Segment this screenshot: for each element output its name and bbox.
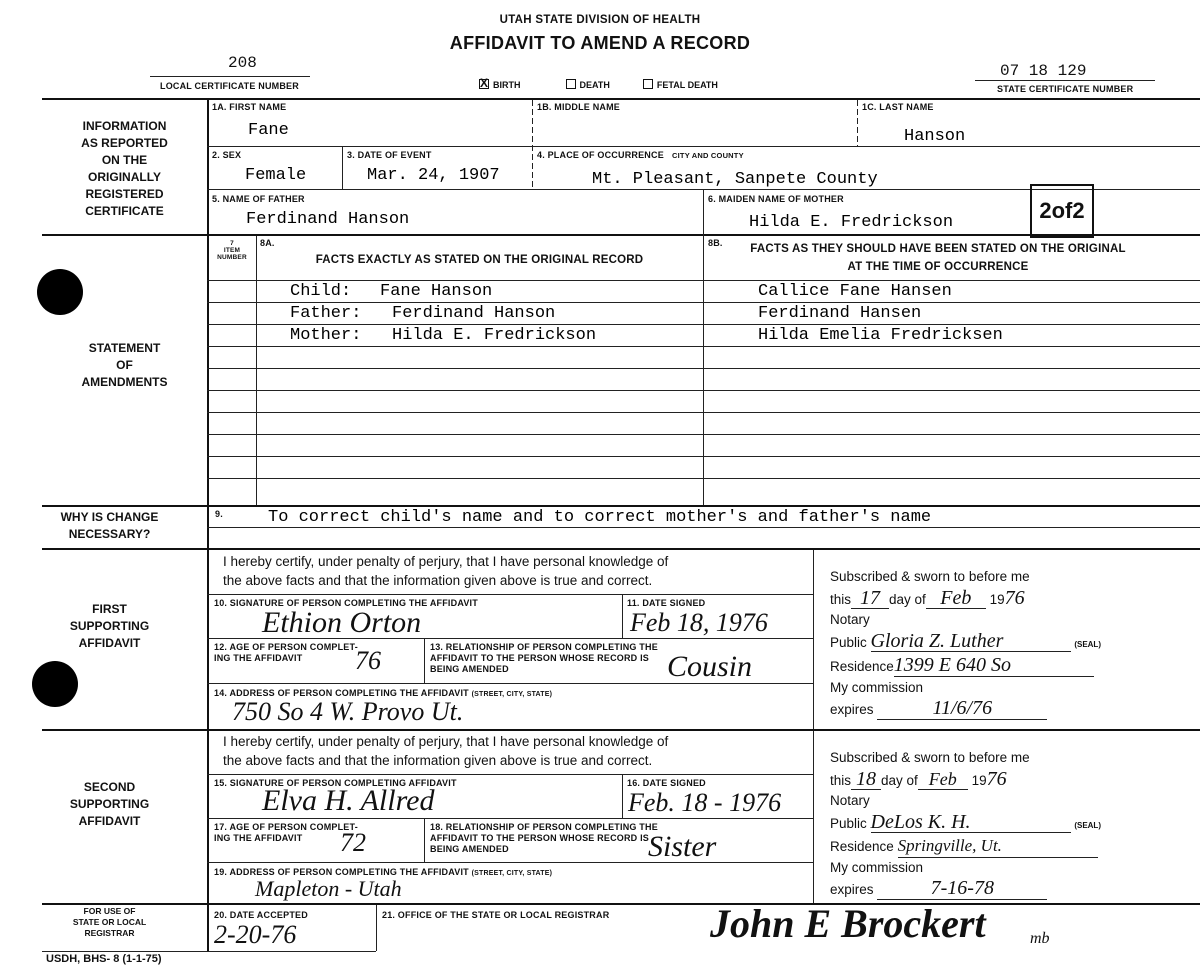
first-signature: Ethion Orton	[262, 606, 422, 639]
father-value: Ferdinand Hanson	[246, 210, 410, 229]
registrar-initials: mb	[1030, 930, 1050, 947]
agency-name: UTAH STATE DIVISION OF HEALTH	[499, 14, 701, 26]
local-cert-number: 208	[228, 54, 257, 72]
rule-second	[42, 729, 1200, 731]
amend-field-mother: Mother:	[290, 326, 362, 345]
first-addr-label: 14. ADDRESS OF PERSON COMPLETING THE AFFIDAVIT (STREET, CITY, STATE)	[214, 688, 553, 698]
rule-why	[42, 505, 1200, 507]
page-stamp: 2of2	[1030, 184, 1094, 238]
section-why: WHY IS CHANGE NECESSARY?	[60, 510, 159, 541]
rule-first	[42, 548, 1200, 550]
first-certify-text: I hereby certify, under penalty of perjury, that I have personal knowledge of the above facts and that the information given above is true and correct.	[223, 554, 669, 588]
place-label: 4. PLACE OF OCCURRENCE CITY AND COUNTY	[537, 150, 744, 160]
first-date-label: 11. DATE SIGNED	[627, 598, 706, 608]
first-sig-label: 10. SIGNATURE OF PERSON COMPLETING THE AFFIDAVIT	[214, 598, 478, 608]
second-certify-text: I hereby certify, under penalty of perjury, that I have personal knowledge of the above facts and that the information given above is true and correct.	[223, 734, 669, 768]
last-name-value: Hanson	[904, 127, 966, 146]
mother-value: Hilda E. Fredrickson	[749, 213, 954, 232]
second-sig-label: 15. SIGNATURE OF PERSON COMPLETING AFFIDAVIT	[214, 778, 457, 788]
section-statement: STATEMENT OF AMENDMENTS	[81, 341, 168, 389]
amend-field-child: Child:	[290, 282, 352, 301]
first-rel-label: 13. RELATIONSHIP OF PERSON COMPLETING THE AFFIDAVIT TO THE PERSON WHOSE RECORD IS BEING AMENDED	[430, 642, 658, 674]
death-checkbox[interactable]: DEATH	[566, 80, 610, 90]
section-registrar: FOR USE OF STATE OR LOCAL REGISTRAR	[72, 906, 147, 938]
left-column-divider	[207, 98, 209, 951]
sex-value: Female	[245, 166, 307, 185]
registrar-signature: John E Brockert	[710, 901, 986, 946]
first-age-label: 12. AGE OF PERSON COMPLET- ING THE AFFIDAVIT	[214, 642, 358, 663]
col-a-number: 8A.	[260, 238, 275, 248]
second-signature: Elva H. Allred	[262, 784, 435, 817]
amend-corrected-child: Callice Fane Hansen	[758, 282, 952, 301]
form-id: USDH, BHS- 8 (1-1-75)	[46, 953, 162, 965]
form-title: AFFIDAVIT TO AMEND A RECORD	[449, 33, 751, 53]
item-number-label: 7 ITEM NUMBER	[217, 240, 247, 261]
date-accepted-value: 2-20-76	[214, 920, 297, 949]
reason-text: To correct child's name and to correct mother's and father's name	[268, 508, 932, 527]
date-value: Mar. 24, 1907	[367, 166, 500, 185]
last-name-label: 1C. LAST NAME	[862, 102, 934, 112]
first-date-value: Feb 18, 1976	[630, 608, 768, 637]
reason-number: 9.	[215, 509, 223, 519]
col-a-title: FACTS EXACTLY AS STATED ON THE ORIGINAL RECORD	[315, 254, 644, 266]
state-cert-number: 07 18 129	[1000, 62, 1087, 80]
middle-name-label: 1B. MIDDLE NAME	[537, 102, 621, 112]
amend-corrected-mother: Hilda Emelia Fredricksen	[758, 326, 1003, 345]
state-cert-label: STATE CERTIFICATE NUMBER	[997, 84, 1134, 94]
second-age-value: 72	[340, 828, 366, 857]
section-second: SECOND SUPPORTING AFFIDAVIT	[69, 780, 150, 828]
date-label: 3. DATE OF EVENT	[347, 150, 432, 160]
top-rule	[42, 98, 1200, 100]
col-b-title: FACTS AS THEY SHOULD HAVE BEEN STATED ON THE ORIGINAL AT THE TIME OF OCCURRENCE	[750, 243, 1126, 273]
second-rel-label: 18. RELATIONSHIP OF PERSON COMPLETING THE AFFIDAVIT TO THE PERSON WHOSE RECORD IS BEING AMENDED	[430, 822, 658, 854]
mother-label: 6. MAIDEN NAME OF MOTHER	[708, 194, 844, 204]
second-addr-label: 19. ADDRESS OF PERSON COMPLETING THE AFFIDAVIT (STREET, CITY, STATE)	[214, 867, 553, 877]
rule-registrar	[42, 903, 1200, 905]
section-first: FIRST SUPPORTING AFFIDAVIT	[69, 602, 150, 650]
punch-hole-top	[37, 269, 83, 315]
birth-checkbox[interactable]: X BIRTH	[480, 76, 521, 90]
amend-corrected-father: Ferdinand Hansen	[758, 304, 922, 323]
col-b-number: 8B.	[708, 238, 723, 248]
first-relationship: Cousin	[667, 650, 753, 683]
local-cert-line	[150, 76, 310, 77]
registrar-office-label: 21. OFFICE OF THE STATE OR LOCAL REGISTRAR	[382, 910, 610, 920]
second-date-value: Feb. 18 - 1976	[628, 788, 782, 817]
sex-label: 2. SEX	[212, 150, 242, 160]
place-value: Mt. Pleasant, Sanpete County	[592, 170, 878, 189]
first-age-value: 76	[355, 646, 381, 675]
first-address: 750 So 4 W. Provo Ut.	[232, 697, 464, 726]
record-type-options	[479, 76, 718, 90]
second-relationship: Sister	[648, 830, 717, 863]
first-name-label: 1A. FIRST NAME	[212, 102, 287, 112]
punch-hole-bottom	[32, 661, 78, 707]
first-name-value: Fane	[248, 121, 289, 140]
state-cert-line	[975, 80, 1155, 81]
amend-field-father: Father:	[290, 304, 362, 323]
amend-original-father: Ferdinand Hanson	[392, 304, 556, 323]
local-cert-label: LOCAL CERTIFICATE NUMBER	[160, 81, 299, 91]
father-label: 5. NAME OF FATHER	[212, 194, 305, 204]
second-age-label: 17. AGE OF PERSON COMPLET- ING THE AFFIDAVIT	[214, 822, 358, 843]
amend-original-mother: Hilda E. Fredrickson	[392, 326, 597, 345]
second-address: Mapleton - Utah	[255, 876, 402, 901]
second-date-label: 16. DATE SIGNED	[627, 778, 706, 788]
fetal-death-checkbox[interactable]: FETAL DEATH	[643, 80, 718, 90]
amend-original-child: Fane Hanson	[380, 282, 493, 301]
section-original: INFORMATION AS REPORTED ON THE ORIGINALLY REGISTERED CERTIFICATE	[81, 119, 168, 218]
rule-statement	[42, 234, 1200, 236]
date-accepted-label: 20. DATE ACCEPTED	[214, 910, 308, 920]
second-notary-block: Subscribed & sworn to before me this 18 day of Feb 1976 Notary Public DeLos K. H. (SEAL) Residence Springville, Ut. My commission expires 7-16-78	[830, 750, 1101, 899]
first-notary-block: Subscribed & sworn to before me this 17 day of Feb 1976 Notary Public Gloria Z. Luther (SEAL) Residence1399 E 640 So My commission expires 11/6/76	[830, 569, 1101, 719]
